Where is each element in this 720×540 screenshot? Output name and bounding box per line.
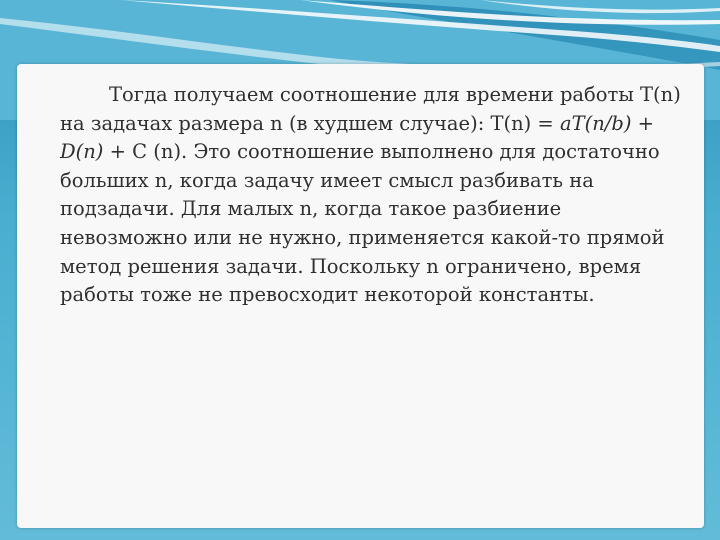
formula-a-t-n-b: aT(n/b) [559,111,632,135]
paragraph-text-part-2: + C (n). Это соотношение выполнено для достаточно больших n, когда задачу имеет смысл разбивать на подзадачи. Для малых n, когда такое разбиение невозможно или не нужно, применяется какой-то прямой метод решения задачи. Поскольку n ограничено, время работы тоже не превосходит некоторой константы. [60,140,665,307]
formula-d-n: D(n) [60,140,104,164]
formula-plus: + [631,111,654,135]
body-paragraph [60,81,692,310]
paragraph-text-part-1: Тогда получаем соотношение для времени работы T(n) на задачах размера n (в худшем случае): T(n) = [60,83,681,135]
